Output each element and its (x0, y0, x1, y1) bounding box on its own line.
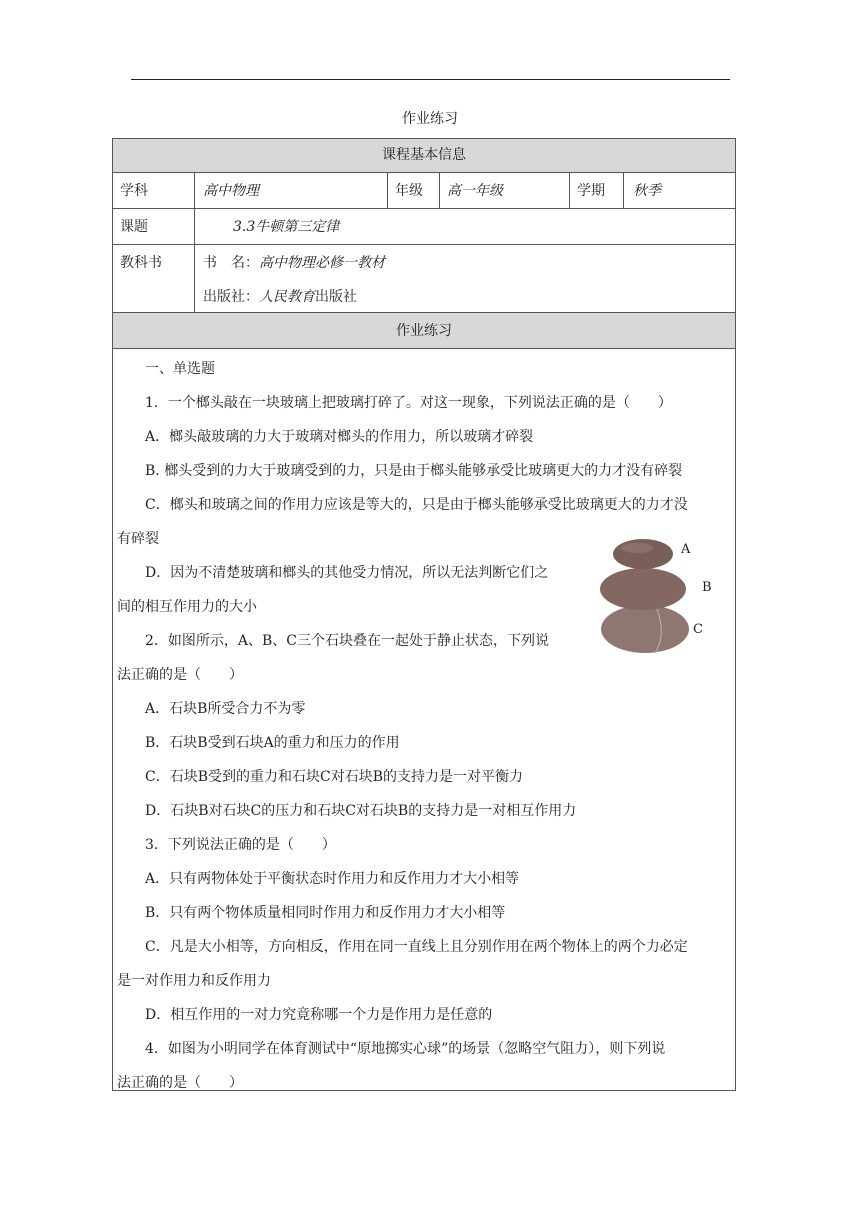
publisher-label: 出版社： (203, 289, 259, 305)
q4-stem: 4．如图为小明同学在体育测试中“原地掷实心球”的场景（忽略空气阻力），则下列说 (145, 1041, 666, 1057)
q1-option-d: D．因为不清楚玻璃和榔头的其他受力情况，所以无法判断它们之 (145, 565, 549, 581)
subject-value: 高中物理 (195, 173, 388, 208)
q2-option-c: C．石块B受到的重力和石块C对石块B的支持力是一对平衡力 (145, 769, 523, 785)
q3-option-c-cont: 是一对作用力和反作用力 (117, 973, 271, 989)
q1-option-c: C．榔头和玻璃之间的作用力应该是等大的，只是由于榔头能够承受比玻璃更大的力才没 (145, 497, 688, 513)
q3-option-d: D．相互作用的一对力究竟称哪一个力是作用力是任意的 (145, 1007, 493, 1023)
stone-a-highlight (621, 543, 653, 553)
course-info-table (112, 138, 736, 1091)
term-value: 秋季 (633, 183, 661, 199)
label-a: A (681, 542, 691, 557)
topic-label: 课题 (113, 209, 195, 244)
label-c: C (693, 622, 703, 637)
textbook-row (113, 245, 735, 313)
q3-option-c: C．凡是大小相等，方向相反，作用在同一直线上且分别作用在两个物体上的两个力必定 (145, 939, 688, 955)
subject-row (113, 173, 735, 209)
homework-band: 作业练习 (113, 313, 735, 349)
publisher-suffix: 出版社 (315, 289, 357, 305)
q2-stem-cont: 法正确的是（ ） (117, 667, 243, 683)
q1-stem: 1．一个榔头敲在一块玻璃上把玻璃打碎了。对这一现象，下列说法正确的是（ ） (145, 395, 672, 411)
header-rule (131, 79, 730, 80)
textbook-info (195, 245, 737, 312)
course-info-band: 课程基本信息 (113, 139, 735, 173)
section-heading: 一、单选题 (145, 361, 215, 377)
q1-option-a: A．榔头敲玻璃的力大于玻璃对榔头的作用力，所以玻璃才碎裂 (145, 429, 534, 445)
q2-option-a: A．石块B所受合力不为零 (145, 701, 306, 717)
q2-option-d: D．石块B对石块C的压力和石块C对石块B的支持力是一对相互作用力 (145, 803, 577, 819)
book-name-label: 书 名： (203, 255, 259, 271)
label-b: B (702, 580, 712, 595)
q1-option-d-cont: 间的相互作用力的大小 (117, 599, 257, 615)
q2-option-b: B．石块B受到石块A的重力和压力的作用 (145, 735, 400, 751)
stacked-stones-figure (597, 537, 727, 655)
grade-label: 年级 (388, 173, 440, 208)
stone-b (600, 568, 686, 610)
q1-option-b: B. 榔头受到的力大于玻璃受到的力，只是由于榔头能够承受比玻璃更大的力才没有碎裂 (145, 463, 683, 479)
q3-option-b: B．只有两个物体质量相同时作用力和反作用力才大小相等 (145, 905, 506, 921)
term-label: 学期 (570, 173, 624, 208)
book-name-value: 高中物理必修一教材 (259, 255, 385, 271)
topic-value: 3.3牛顿第三定律 (233, 219, 340, 235)
topic-row (113, 209, 735, 245)
textbook-label: 教科书 (113, 245, 195, 312)
subject-label: 学科 (113, 173, 195, 208)
q4-stem-cont: 法正确的是（ ） (117, 1075, 243, 1091)
book-name-line (203, 252, 385, 272)
q2-stem: 2．如图所示，A、B、C三个石块叠在一起处于静止状态，下列说 (145, 633, 550, 649)
publisher-line (203, 286, 357, 306)
q3-option-a: A．只有两物体处于平衡状态时作用力和反作用力才大小相等 (145, 871, 520, 887)
q1-option-c-cont: 有碎裂 (117, 531, 159, 547)
document-title: 作业练习 (402, 111, 458, 127)
grade-value: 高一年级 (440, 173, 570, 208)
publisher-value: 人民教育 (259, 289, 315, 305)
q3-stem: 3．下列说法正确的是（ ） (145, 837, 336, 853)
stone-c (601, 605, 689, 653)
